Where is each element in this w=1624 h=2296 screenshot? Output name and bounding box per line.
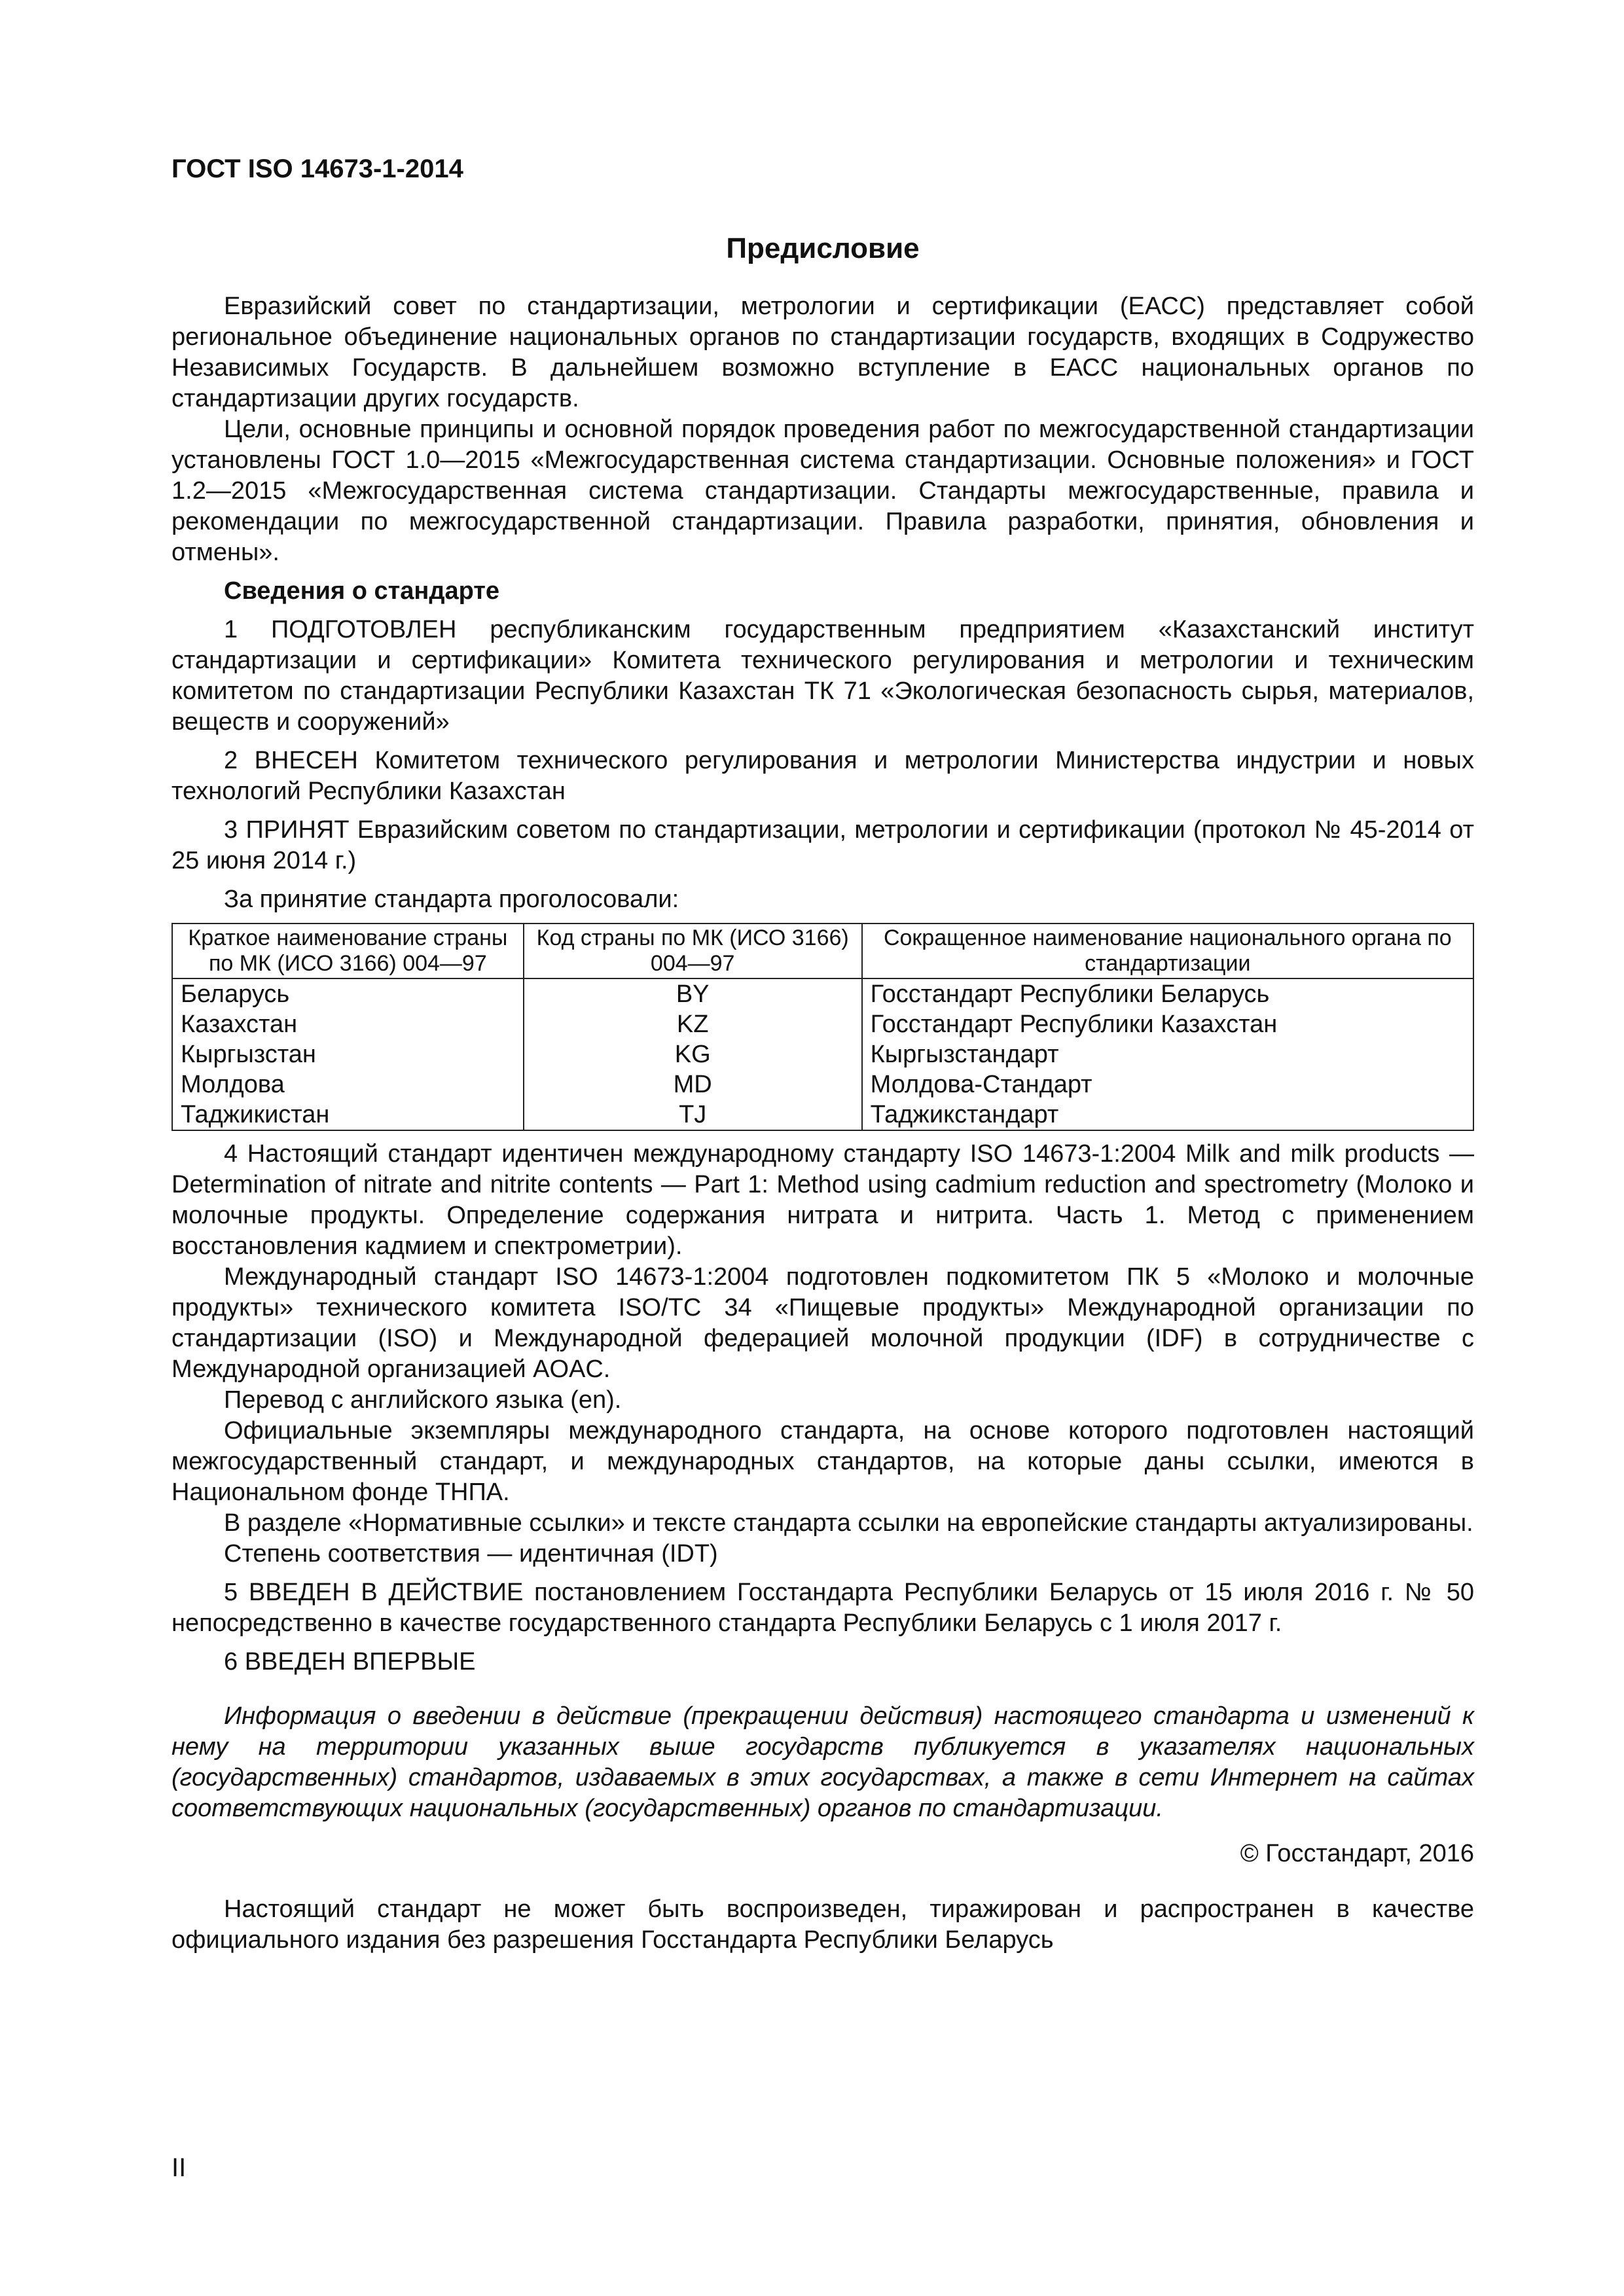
intro-paragraph-1: Евразийский совет по стандартизации, метрологии и сертификации (ЕАСС) представляет собой региональное объединение национальных органов по стандартизации государств, входящих в Содружество Независимых Государств. В дальнейшем возможно вступление в ЕАСС национальных органов по стандартизации других государств. xyxy=(171,293,1474,412)
cell-body: Таджикстандарт xyxy=(862,1100,1473,1130)
section-heading: Сведения о стандарте xyxy=(224,577,500,605)
cell-country: Беларусь xyxy=(172,978,524,1009)
cell-body: Молдова-Стандарт xyxy=(862,1069,1473,1100)
cell-body: Госстандарт Республики Беларусь xyxy=(862,978,1473,1009)
preface-title: Предисловие xyxy=(726,232,920,264)
header-country-code: Код страны по МК (ИСО 3166) 004—97 xyxy=(524,924,862,978)
cell-body: Кыргызстандарт xyxy=(862,1039,1473,1069)
cell-code: KZ xyxy=(524,1009,862,1039)
header-country-name: Краткое наименование страны по МК (ИСО 3166) 004—97 xyxy=(172,924,524,978)
cell-country: Кыргызстан xyxy=(172,1039,524,1069)
info-italic-paragraph: Информация о введении в действие (прекращении действия) настоящего стандарта и изменений к нему на территории указанных выше государств публикуется в указателях национальных (государственных) стандартов, издаваемых в этих государствах, а также в сети Интернет на сайтах соответствующих национальных (государственных) органов по стандартизации. xyxy=(171,1702,1474,1822)
preface-body xyxy=(171,291,1474,1956)
cell-code: TJ xyxy=(524,1100,862,1130)
header-standards-body: Сокращенное наименование национального органа по стандартизации xyxy=(862,924,1473,978)
cell-code: BY xyxy=(524,978,862,1009)
cell-code: KG xyxy=(524,1039,862,1069)
item-4-references: В разделе «Нормативные ссылки» и тексте стандарта ссылки на европейские стандарты актуализированы. xyxy=(224,1509,1473,1537)
table-row xyxy=(172,1069,1473,1100)
item-4-identity: 4 Настоящий стандарт идентичен международному стандарту ISO 14673-1:2004 Milk and milk products — Determination of nitrate and nitrite contents — Part 1: Method using cadmium reduction and spectrometry (Молоко и молочные продукты. Определение содержания нитрата и нитрита. Часть 1. Метод с применением восстановления кадмием и спектрометрии). xyxy=(171,1140,1474,1260)
votes-table xyxy=(171,923,1474,1131)
item-4-degree: Степень соответствия — идентичная (IDT) xyxy=(224,1540,718,1568)
intro-paragraph-2: Цели, основные принципы и основной порядок проведения работ по межгосударственной стандартизации установлены ГОСТ 1.0—2015 «Межгосударственная система стандартизации. Основные положения» и ГОСТ 1.2—2015 «Межгосударственная система стандартизации. Стандарты межгосударственные, правила и рекомендации по межгосударственной стандартизации. Правила разработки, принятия, обновления и отмены». xyxy=(171,416,1474,566)
table-row xyxy=(172,1009,1473,1039)
copyright-line: © Госстандарт, 2016 xyxy=(1240,1840,1474,1867)
reproduction-notice: Настоящий стандарт не может быть воспроизведен, тиражирован и распространен в качестве официального издания без разрешения Госстандарта Республики Беларусь xyxy=(171,1895,1474,1954)
cell-country: Казахстан xyxy=(172,1009,524,1039)
item-2-submitted: 2 ВНЕСЕН Комитетом технического регулирования и метрологии Министерства индустрии и новых технологий Республики Казахстан xyxy=(171,747,1474,805)
cell-country: Таджикистан xyxy=(172,1100,524,1130)
item-5-enacted: 5 ВВЕДЕН В ДЕЙСТВИЕ постановлением Госстандарта Республики Беларусь от 15 июля 2016 г. № 50 непосредственно в качестве государственного стандарта Республики Беларусь с 1 июля 2017 г. xyxy=(171,1579,1474,1637)
vote-caption: За принятие стандарта проголосовали: xyxy=(224,886,679,913)
document-code-header: ГОСТ ISO 14673-1-2014 xyxy=(171,154,463,183)
table-row xyxy=(172,1039,1473,1069)
cell-country: Молдова xyxy=(172,1069,524,1100)
votes-table-header-row xyxy=(172,924,1473,978)
item-4-prepared-by: Международный стандарт ISO 14673-1:2004 подготовлен подкомитетом ПК 5 «Молоко и молочные продукты» технического комитета ISO/TC 34 «Пищевые продукты» Международной организации по стандартизации (ISO) и Международной федерацией молочной продукции (IDF) в сотрудничестве с Международной организацией AOAC. xyxy=(171,1263,1474,1383)
item-6-first-introduced: 6 ВВЕДЕН ВПЕРВЫЕ xyxy=(224,1648,476,1676)
item-4-official-copies: Официальные экземпляры международного стандарта, на основе которого подготовлен настоящий межгосударственный стандарт, и международных стандартов, на которые даны ссылки, имеются в Национальном фонде ТНПА. xyxy=(171,1417,1474,1506)
item-1-prepared: 1 ПОДГОТОВЛЕН республиканским государственным предприятием «Казахстанский институт стандартизации и сертификации» Комитета технического регулирования и метрологии и техническим комитетом по стандартизации Республики Казахстан ТК 71 «Экологическая безопасность сырья, материалов, веществ и сооружений» xyxy=(171,616,1474,736)
item-3-adopted: 3 ПРИНЯТ Евразийским советом по стандартизации, метрологии и сертификации (протокол № 45-2014 от 25 июня 2014 г.) xyxy=(171,816,1474,874)
table-row xyxy=(172,1100,1473,1130)
table-row xyxy=(172,978,1473,1009)
cell-body: Госстандарт Республики Казахстан xyxy=(862,1009,1473,1039)
cell-code: MD xyxy=(524,1069,862,1100)
page-number: II xyxy=(171,2153,187,2182)
item-4-translation: Перевод с английского языка (en). xyxy=(224,1386,622,1414)
